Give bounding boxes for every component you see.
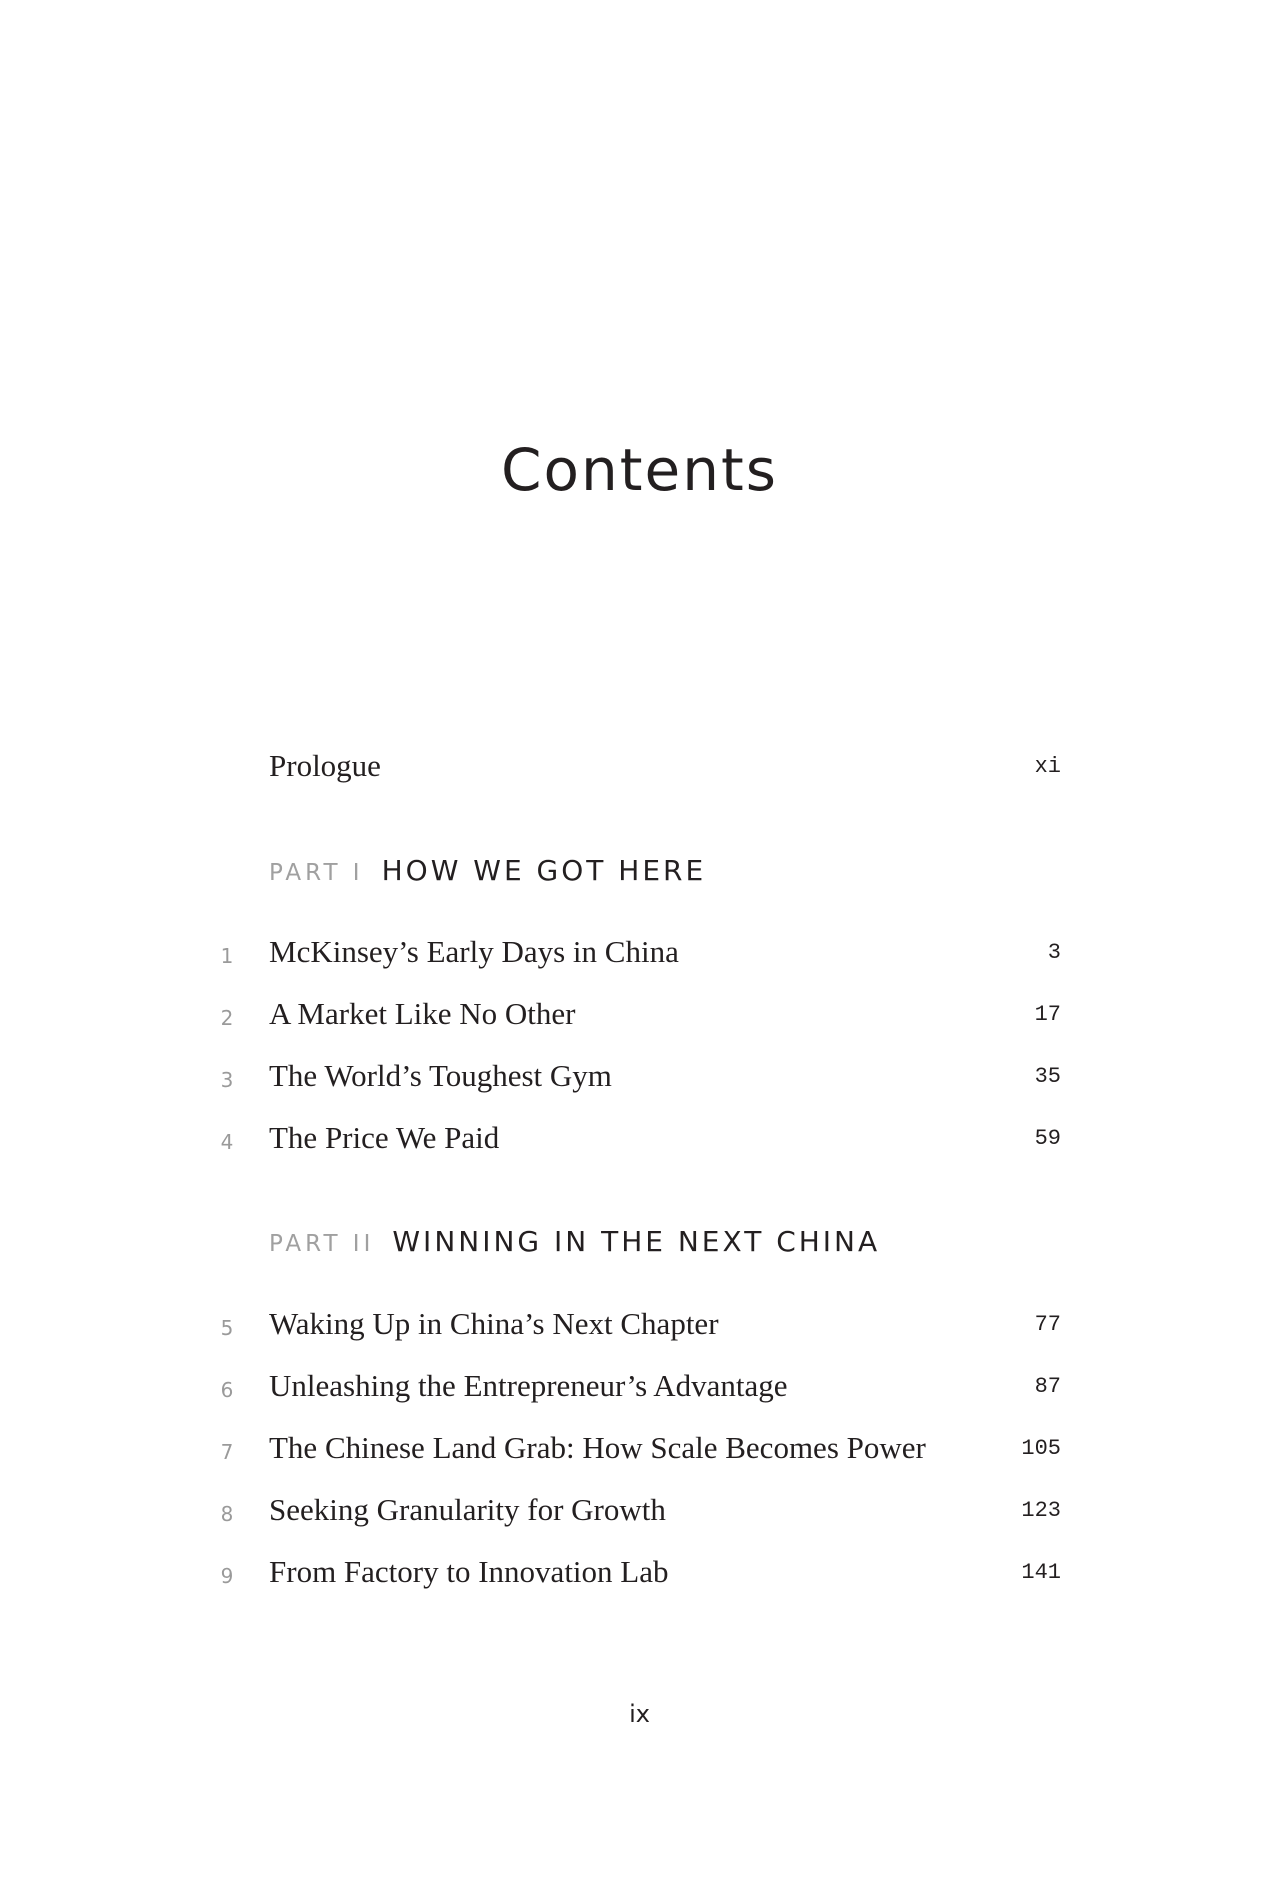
entry-title: Unleashing the Entrepreneur’s Advantage [269,1368,788,1403]
entry-page-number: xi [1034,754,1061,779]
toc-entry-chapter-8[interactable] [0,1492,1279,1542]
toc-entry-prologue[interactable] [0,748,1279,798]
part-heading-2 [269,1225,880,1258]
chapter-number: 2 [220,1006,234,1030]
entry-page-number: 141 [1021,1560,1061,1585]
entry-title: Seeking Granularity for Growth [269,1492,666,1527]
entry-page-number: 87 [1034,1374,1061,1399]
entry-page-number: 35 [1034,1064,1061,1089]
entry-page-number: 123 [1021,1498,1061,1523]
entry-title: Waking Up in China’s Next Chapter [269,1306,719,1341]
part-title: HOW WE GOT HERE [381,854,707,887]
entry-page-number: 77 [1034,1312,1061,1337]
entry-page-number: 59 [1034,1126,1061,1151]
part-heading-1 [269,854,706,887]
page-folio: ix [629,1700,650,1728]
part-label: PART II [269,1231,375,1257]
entry-title: From Factory to Innovation Lab [269,1554,669,1589]
toc-entry-chapter-6[interactable] [0,1368,1279,1418]
chapter-number: 4 [220,1130,234,1154]
chapter-number: 7 [220,1440,234,1464]
toc-entry-chapter-9[interactable] [0,1554,1279,1604]
page-title: Contents [501,436,778,504]
entry-title: Prologue [269,748,381,783]
toc-entry-chapter-5[interactable] [0,1306,1279,1356]
chapter-number: 5 [220,1316,234,1340]
toc-entry-chapter-7[interactable] [0,1430,1279,1480]
entry-title: The Price We Paid [269,1120,500,1155]
chapter-number: 1 [220,944,234,968]
toc-entry-chapter-2[interactable] [0,996,1279,1046]
toc-entry-chapter-1[interactable] [0,934,1279,984]
entry-page-number: 17 [1034,1002,1061,1027]
entry-page-number: 105 [1021,1436,1061,1461]
chapter-number: 6 [220,1378,234,1402]
entry-page-number: 3 [1047,940,1061,965]
entry-title: The World’s Toughest Gym [269,1058,612,1093]
entry-title: The Chinese Land Grab: How Scale Becomes Power [269,1430,926,1465]
toc-entry-chapter-4[interactable] [0,1120,1279,1170]
part-label: PART I [269,860,364,886]
chapter-number: 3 [220,1068,234,1092]
toc-entry-chapter-3[interactable] [0,1058,1279,1108]
chapter-number: 9 [220,1564,234,1588]
chapter-number: 8 [220,1502,234,1526]
entry-title: McKinsey’s Early Days in China [269,934,679,969]
entry-title: A Market Like No Other [269,996,576,1031]
part-title: WINNING IN THE NEXT CHINA [392,1225,881,1258]
